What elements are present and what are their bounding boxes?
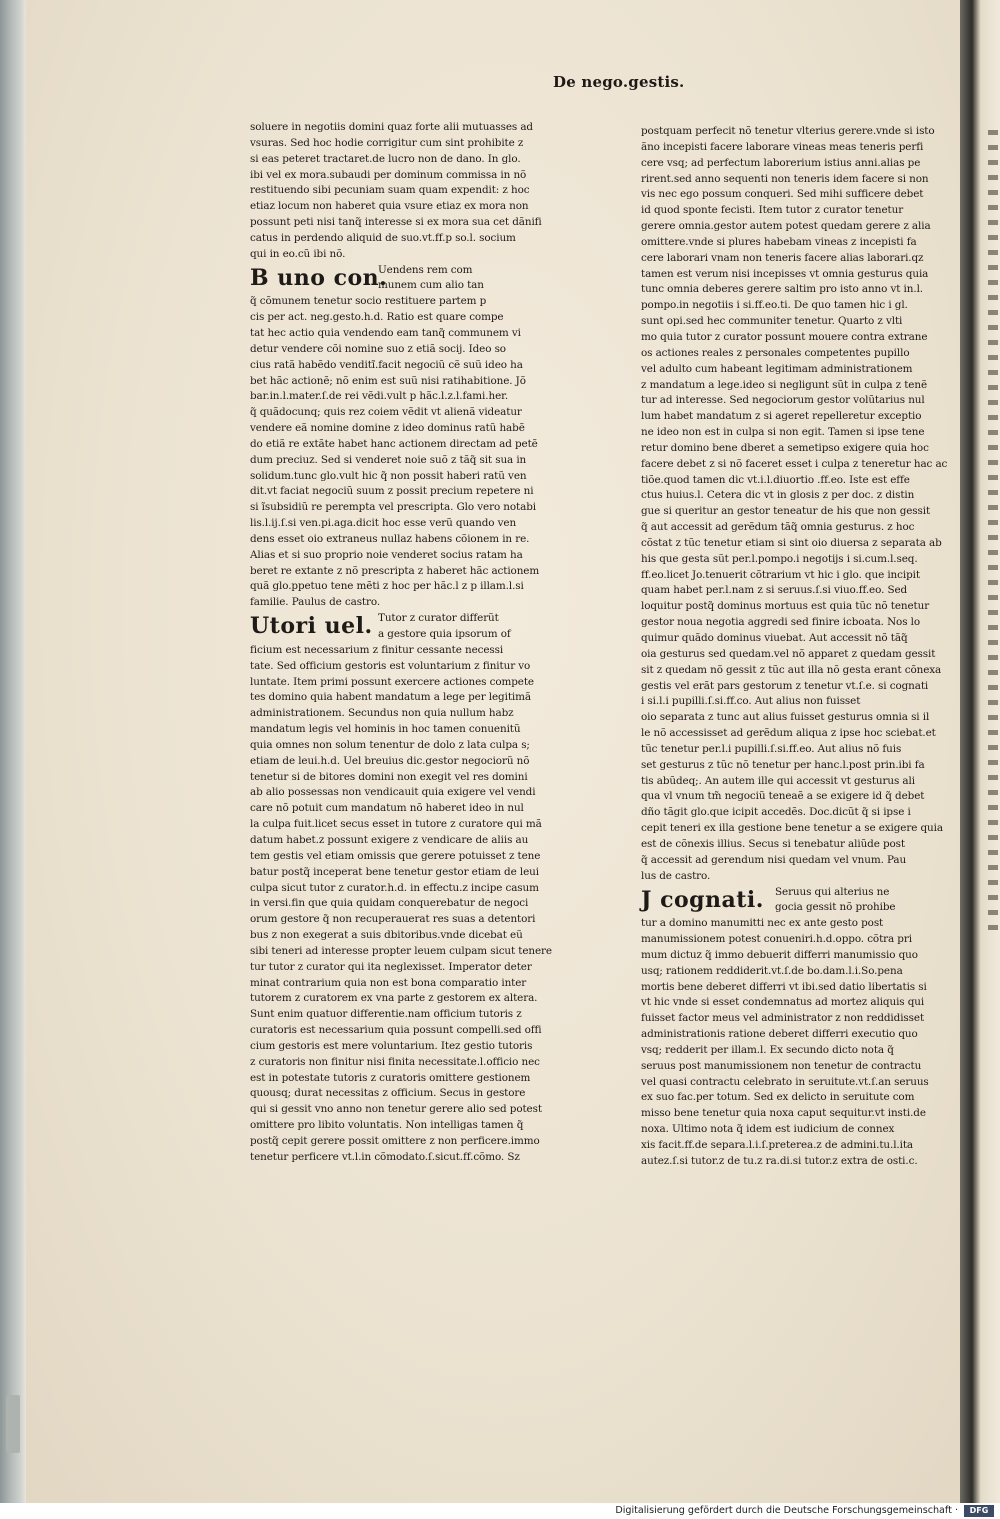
rubric-heading bbox=[641, 885, 947, 917]
text-line: q̃ accessit ad gerendum nisi quedam vel vnum. Pau bbox=[641, 853, 907, 866]
text-line: tenetur si de bitores domini non exegit vel res domini bbox=[250, 770, 528, 783]
text-line: Sunt enim quatuor differentie.nam officium tutoris z bbox=[250, 1008, 522, 1021]
text-line: postq̃ cepit gerere possit omittere z non perficere.immo bbox=[250, 1135, 540, 1147]
text-line: tutorem z curatorem ex vna parte z gestorem ex altera. bbox=[250, 992, 538, 1005]
text-line: possunt peti nisi tanq̃ interesse si ex mora sua cet dãnifi bbox=[250, 216, 542, 229]
text-line: restituendo sibi pecuniam suam quam expendit: z hoc bbox=[250, 184, 530, 197]
text-line: tem gestis vel etiam omissis que gerere potuisset z tene bbox=[250, 849, 541, 862]
rubric-initial: Utori uel. bbox=[250, 613, 373, 640]
text-line: ex suo fac.per totum. Sed ex delicto in seruitute com bbox=[641, 1091, 915, 1104]
text-line: etiaz locum non haberet quia vsure etiaz ex mora non bbox=[250, 200, 529, 213]
text-line: si eas peteret tractaret.de lucro non de dano. In glo. bbox=[250, 152, 521, 165]
text-line: sit z quedam nõ gessit z tũc aut illa nõ gesta erant cõnexa bbox=[641, 663, 942, 676]
rubric-lead-line: Tutor z curator differũt bbox=[378, 612, 499, 625]
text-line: his que gesta sũt per.l.pompo.i negotijs i si.cum.l.seq. bbox=[641, 552, 918, 565]
text-line: tunc omnia deberes gerere saltim pro isto anno vt in.l. bbox=[641, 283, 923, 296]
text-line: dit.vt faciat negociũ suum z possit precium repetere ni bbox=[250, 485, 534, 498]
text-line: facere debet z si nõ faceret esset i culpa z teneretur hac ac bbox=[641, 457, 948, 470]
text-line: ibi vel ex mora.subaudi per dominum commissa in nõ bbox=[250, 168, 527, 181]
text-line: tis abũdeq;. An autem ille qui accessit vt gesturus ali bbox=[641, 774, 915, 787]
text-line: tate. Sed officium gestoris est voluntarium z finitur vo bbox=[250, 659, 531, 672]
text-line: os actiones reales z personales competentes pupillo bbox=[641, 346, 910, 359]
text-line: ficium est necessarium z finitur cessante necessi bbox=[250, 643, 504, 656]
text-line: tes domino quia habent mandatum a lege per legitimã bbox=[250, 691, 531, 704]
text-line: cere laborari vnam non teneris facere alias laborari.qz bbox=[641, 251, 924, 264]
text-line: gue si queritur an gestor teneatur de his que non gessit bbox=[641, 505, 931, 518]
text-line: administrationem. Secundus non quia nullum habz bbox=[250, 707, 514, 720]
text-line: gerere omnia.gestor autem potest quedam gerere z alia bbox=[641, 220, 931, 233]
text-line: quimur quãdo dominus viuebat. Aut accessit nõ tãq̃ bbox=[641, 632, 908, 644]
text-line: tiõe.quod tamen dic vt.i.l.diuortio .ff.eo. Iste est effe bbox=[641, 473, 910, 486]
text-line: dum preciuz. Sed si venderet noie suõ z tãq̃ sit sua in bbox=[250, 453, 527, 466]
rubric-initial: B uno con. bbox=[250, 264, 388, 291]
rubric-lead-text bbox=[775, 885, 895, 917]
text-line: mo quia tutor z curator possunt mouere contra extrane bbox=[641, 330, 928, 343]
rubric-lead-line: munem cum alio tan bbox=[378, 279, 484, 292]
rubric-lead-text bbox=[378, 611, 511, 643]
text-line: beret re extante z nõ prescripta z haberet hãc actionem bbox=[250, 564, 540, 577]
text-line: culpa sicut tutor z curator.h.d. in effectu.z incipe casum bbox=[250, 881, 539, 894]
text-line: q̃ aut accessit ad gerẽdum tãq̃ omnia gesturus. z hoc bbox=[641, 521, 915, 534]
text-line: bar.in.l.mater.ſ.de rei vẽdi.vult p hãc.l.z.l.fami.her. bbox=[250, 390, 509, 403]
text-line: le nõ accessisset ad gerẽdum aliqua z ipse hoc sciebat.et bbox=[641, 727, 936, 740]
text-line: quousq; durat necessitas z officium. Secus in gestore bbox=[250, 1087, 526, 1100]
text-line: fuisset factor meus vel administrator z non reddidisset bbox=[641, 1012, 925, 1025]
text-line: ctus huius.l. Cetera dic vt in glosis z per doc. z distin bbox=[641, 489, 915, 502]
rubric-heading bbox=[250, 263, 550, 295]
text-line: vel quasi contractu celebrato in seruitute.vt.ſ.an seruus bbox=[641, 1075, 929, 1088]
text-line: vel adulto cum habeant legitimam administrationem bbox=[641, 362, 913, 375]
text-line: lum habet mandatum z si ageret repelleretur exceptio bbox=[641, 410, 922, 423]
text-line: vendere eã nomine domine z ideo dominus ratũ habẽ bbox=[250, 422, 525, 435]
text-line: quã glo.ppetuo tene mẽti z hoc per hãc.l z p illam.l.si bbox=[250, 580, 524, 593]
rubric-lead-text bbox=[378, 263, 484, 295]
text-line: quam habet per.l.nam z si seruus.ſ.si viuo.ff.eo. Sed bbox=[641, 584, 908, 597]
text-line: noxa. Ultimo nota q̃ idem est iudicium de connex bbox=[641, 1123, 895, 1136]
footer-credit: Digitalisierung gefördert durch die Deutsche Forschungsgemeinschaft · bbox=[615, 1505, 958, 1516]
text-line: oia gesturus sed quedam.vel nõ apparet z quedam gessit bbox=[641, 647, 936, 660]
text-line: ãno incepisti facere laborare vineas meas teneris perfi bbox=[641, 140, 924, 153]
text-line: mum dictuz q̃ immo debuerit differri manumissio quo bbox=[641, 948, 918, 961]
text-line: ff.eo.licet Jo.tenuerit cõtrarium vt hic i glo. que incipit bbox=[641, 568, 920, 581]
text-line: ab alio possessas non vendicauit quia exigere vel vendi bbox=[250, 786, 536, 799]
text-line: vsuras. Sed hoc hodie corrigitur cum sint prohibite z bbox=[250, 136, 524, 149]
text-line: tur tutor z curator qui ita neglexisset. Imperator deter bbox=[250, 960, 532, 973]
text-line: tat hec actio quia vendendo eam tanq̃ communem vi bbox=[250, 326, 521, 339]
book-left-edge bbox=[0, 0, 26, 1503]
text-line: soluere in negotiis domini quaz forte alii mutuasses ad bbox=[250, 121, 533, 133]
text-line: cium gestoris est mere voluntarium. Itez gestio tutoris bbox=[250, 1039, 533, 1052]
text-line: pompo.in negotiis i si.ff.eo.ti. De quo tamen hic i gl. bbox=[641, 299, 908, 312]
rubric-lead-line: Uendens rem com bbox=[378, 263, 473, 276]
text-line: familie. Paulus de castro. bbox=[250, 596, 381, 609]
text-line: orum gestore q̃ non recuperauerat res suas a detentori bbox=[250, 913, 536, 926]
text-line: administrationis ratione deberet differri executio quo bbox=[641, 1028, 918, 1041]
text-line: omittere.vnde si plures habebam vineas z incepisti fa bbox=[641, 235, 917, 248]
text-line: est de cõnexis illius. Secus si tenebatur aliũde post bbox=[641, 837, 905, 850]
text-line: id quod sponte fecisti. Item tutor z curator tenetur bbox=[641, 204, 904, 217]
text-line: do etiã re extãte habet hanc actionem directam ad petẽ bbox=[250, 437, 538, 450]
text-line: gestis vel erãt pars gestorum z tenetur vt.ſ.e. si cognati bbox=[641, 679, 929, 692]
text-line: gestor noua negotia aggredi sed finire icboata. Nos lo bbox=[641, 616, 921, 629]
text-line: minat contrarium quia non est bona comparatio inter bbox=[250, 976, 527, 989]
text-line: bus z non exegerat a suis dbitoribus.vnde dicebat eũ bbox=[250, 929, 523, 942]
text-line: sunt opi.sed hec communiter tenetur. Quarto z vlti bbox=[641, 315, 903, 328]
text-line: misso bene tenetur quia noxa caput sequitur.vt insti.de bbox=[641, 1107, 926, 1120]
text-line: batur postq̃ inceperat bene tenetur gestor etiam de leui bbox=[250, 865, 539, 878]
rubric-initial: J cognati. bbox=[641, 886, 764, 913]
text-line: est in potestate tutoris z curatoris omittere gestionem bbox=[250, 1071, 531, 1084]
text-line: lis.l.ij.ſ.si ven.pi.aga.dicit hoc esse verũ quando ven bbox=[250, 517, 517, 530]
text-line: si ĩsubsidiũ re perempta vel prescripta. Glo vero notabi bbox=[250, 501, 536, 514]
text-line: tenetur perficere vt.l.in cõmodato.ſ.sicut.ff.cõmo. Sz bbox=[250, 1150, 520, 1163]
text-line: rirent.sed anno sequenti non teneris idem facere si non bbox=[641, 172, 929, 185]
text-line: detur vendere cõi nomine suo z etiã socij. Ideo so bbox=[250, 342, 506, 355]
text-line: vt hic vnde si esset condemnatus ad mortez aliquis qui bbox=[641, 996, 925, 1009]
text-line: i si.l.i pupilli.ſ.si.ff.co. Aut alius non fuisset bbox=[641, 695, 861, 708]
text-line: usq; rationem reddiderit.vt.ſ.de bo.dam.l.i.So.pena bbox=[641, 964, 903, 977]
text-line: oio separata z tunc aut alius fuisset gesturus omnia si il bbox=[641, 711, 930, 724]
facing-page-text-edge bbox=[988, 130, 998, 930]
rubric-lead-line: gocia gessit nõ prohibe bbox=[775, 901, 896, 914]
text-line: z curatoris non finitur nisi finita necessitate.l.officio nec bbox=[250, 1055, 540, 1068]
text-line: cõstat z tũc tenetur etiam si sint oio diuersa z separata ab bbox=[641, 536, 942, 549]
text-line: bet hãc actionẽ; nõ enim est suũ nisi ratihabitione. Jõ bbox=[250, 374, 526, 387]
text-line: qui in eo.cũ ibi nõ. bbox=[250, 247, 346, 260]
text-line: postquam perfecit nõ tenetur vlterius gerere.vnde si isto bbox=[641, 125, 935, 137]
rubric-lead-line: a gestore quia ipsorum of bbox=[378, 628, 511, 640]
text-line: vsq; redderit per illam.l. Ex secundo dicto nota q̃ bbox=[641, 1043, 894, 1056]
text-line: cius ratã habẽdo venditĩ.facit negociũ cẽ suũ ideo ha bbox=[250, 358, 523, 371]
text-line: tur a domino manumitti nec ex ante gesto post bbox=[641, 917, 884, 930]
text-line: tũc tenetur per.l.i pupilli.ſ.si.ff.eo. Aut alius nõ fuis bbox=[641, 742, 902, 755]
text-line: cepit teneri ex illa gestione bene tenetur a se exigere quia bbox=[641, 822, 943, 835]
text-line: qui si gessit vno anno non tenetur gerere alio sed potest bbox=[250, 1103, 542, 1116]
text-line: tamen est verum nisi incepisses vt omnia gesturus quia bbox=[641, 267, 929, 280]
text-line: in versi.fin que quia quidam conquerebatur de negoci bbox=[250, 897, 529, 910]
text-line: datum habet.z possunt exigere z vendicare de aliis au bbox=[250, 833, 529, 846]
text-line: dño tãgit glo.que icipit accedẽs. Doc.dicũt q̃ si ipse i bbox=[641, 806, 911, 819]
text-line: catus in perdendo aliquid de suo.vt.ff.p so.l. socium bbox=[250, 231, 516, 244]
text-line: solidum.tunc glo.vult hic q̃ non possit haberi ratũ ven bbox=[250, 469, 527, 482]
left-text-column bbox=[250, 120, 550, 1166]
text-line: curatoris est necessarium quia possunt compelli.sed offi bbox=[250, 1024, 542, 1037]
rubric-lead-line: Seruus qui alterius ne bbox=[775, 885, 890, 898]
text-line: z mandatum a lege.ideo si negligunt sũt in culpa z tenẽ bbox=[641, 378, 928, 391]
text-line: tur ad interesse. Sed negociorum gestor volũtarius nul bbox=[641, 394, 925, 407]
text-line: q̃ cõmunem tenetur socio restituere partem p bbox=[250, 295, 487, 308]
text-line: loquitur postq̃ dominus mortuus est quia tũc nõ tenetur bbox=[641, 600, 930, 613]
text-line: xis facit.ff.de separa.l.i.ſ.preterea.z de admini.tu.l.ita bbox=[641, 1139, 914, 1151]
text-line: quia omnes non solum tenentur de dolo z lata culpa s; bbox=[250, 738, 530, 751]
text-line: ne ideo non est in culpa si non egit. Tamen si ipse tene bbox=[641, 426, 925, 439]
running-head: De nego.gestis. bbox=[553, 73, 685, 91]
text-line: luntate. Item primi possunt exercere actiones compete bbox=[250, 675, 534, 688]
text-line: sibi teneri ad interesse propter leuem culpam sicut tenere bbox=[250, 944, 552, 957]
text-line: omittere pro libito voluntatis. Non intelligas tamen q̃ bbox=[250, 1119, 524, 1132]
text-line: retur domino bene dberet a semetipso exigere quia hoc bbox=[641, 441, 929, 454]
text-line: vis nec ego possum conqueri. Sed mihi sufficere debet bbox=[641, 188, 924, 201]
text-line: autez.ſ.si tutor.z de tu.z ra.di.si tutor.z extra de osti.c. bbox=[641, 1154, 918, 1167]
rubric-heading bbox=[250, 611, 550, 643]
text-line: etiam de leui.h.d. Uel breuius dic.gestor negociorũ nõ bbox=[250, 754, 530, 767]
text-line: seruus post manumissionem non tenetur de contractu bbox=[641, 1059, 922, 1072]
text-line: manumissionem potest conueniri.h.d.oppo. cõtra pri bbox=[641, 933, 912, 946]
right-text-column bbox=[641, 124, 947, 1170]
text-line: qua vl vnum tm̃ negociũ teneaẽ a se exigere id q̃ debet bbox=[641, 790, 925, 803]
text-line: cis per act. neg.gesto.h.d. Ratio est quare compe bbox=[250, 311, 504, 324]
text-line: cere vsq; ad perfectum laborerium istius anni.alias pe bbox=[641, 156, 921, 169]
text-line: dens esset oio extraneus nullaz habens cõionem in re. bbox=[250, 532, 530, 545]
dfg-logo: DFG bbox=[964, 1505, 994, 1517]
text-line: Alias et si suo proprio noie venderet socius ratam ha bbox=[250, 548, 523, 561]
text-line: care nõ potuit cum mandatum nõ haberet ideo in nul bbox=[250, 802, 524, 815]
text-line: mandatum legis vel hominis in hoc tamen conuenitũ bbox=[250, 723, 521, 736]
text-line: q̃ quãdocunq; quis rez coiem vẽdit vt alienã videatur bbox=[250, 406, 522, 419]
footer-bar bbox=[0, 1503, 1000, 1519]
text-line: set gesturus z tũc nõ tenetur per hanc.l.post prin.ibi fa bbox=[641, 758, 925, 771]
text-line: lus de castro. bbox=[641, 869, 711, 882]
text-line: la culpa fuit.licet secus esset in tutore z curatore qui mã bbox=[250, 818, 542, 831]
text-line: mortis bene deberet differri vt ibi.sed datio libertatis si bbox=[641, 980, 927, 993]
